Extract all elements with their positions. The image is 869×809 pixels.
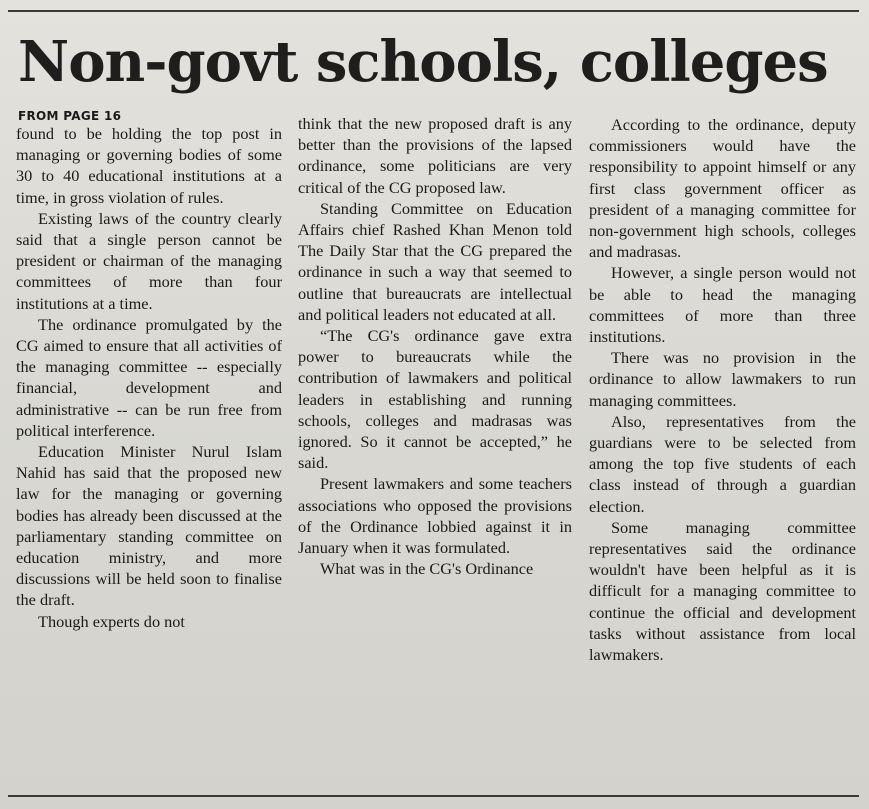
article-column-1 <box>16 108 282 632</box>
continuation-kicker: FROM PAGE 16 <box>18 109 122 123</box>
paragraph: Existing laws of the country clearly said that a single person cannot be president or chairman of the managing committees of more than four institutions at a time. <box>16 208 282 313</box>
paragraph: found to be holding the top post in managing or governing bodies of some 30 to 40 educational institutions at a time, in gross violation of rules. <box>16 124 282 207</box>
headline: Non-govt schools, colleges <box>18 29 828 95</box>
top-rule <box>8 10 859 12</box>
article-column-2 <box>298 113 572 579</box>
paragraph: Also, representatives from the guardians were to be selected from among the top five students of each class instead of through a guardian election. <box>589 411 856 516</box>
paragraph: think that the new proposed draft is any better than the provisions of the lapsed ordinance, some politicians are very critical of the CG proposed law. <box>298 114 572 197</box>
paragraph: What was in the CG's Ordinance <box>320 559 534 579</box>
paragraph: There was no provision in the ordinance to allow lawmakers to run managing committees. <box>589 348 856 410</box>
paragraph: However, a single person would not be able to head the managing committees of more than three institutions. <box>589 263 856 347</box>
paragraph: The ordinance promulgated by the CG aimed to ensure that all activities of the managing committee -- especially financial, development and administrative -- can be run free from political interference. <box>16 314 282 440</box>
paragraph: Though experts do not <box>38 611 185 631</box>
paragraph: “The CG's ordinance gave extra power to bureaucrats while the contribution of lawmakers and political leaders in establishing and running schools, colleges and madrasas was ignored. So it cannot be accepted,” he said. <box>298 326 572 473</box>
bottom-rule <box>8 795 859 797</box>
paragraph: Education Minister Nurul Islam Nahid has said that the proposed new law for the managing or governing bodies has already been discussed at the parliamentary standing committee on education ministry, and more discussions will be held soon to finalise the draft. <box>16 442 282 610</box>
paragraph: Some managing committee representatives said the ordinance wouldn't have been helpful as it is difficult for a managing committee to continue the official and development tasks without assistance from local lawmakers. <box>589 517 856 665</box>
article-column-3 <box>589 114 856 665</box>
paragraph: Standing Committee on Education Affairs chief Rashed Khan Menon told The Daily Star that the CG prepared the ordinance in such a way that seemed to outline that bureaucrats are intellectual and political leaders not educated at all. <box>298 198 572 324</box>
paragraph: According to the ordinance, deputy commissioners would have the responsibility to appoint himself or any first class government officer as president of a managing committee for non-government high schools, colleges and madrasas. <box>589 115 856 262</box>
paragraph: Present lawmakers and some teachers associations who opposed the provisions of the Ordinance lobbied against it in January when it was formulated. <box>298 474 572 558</box>
